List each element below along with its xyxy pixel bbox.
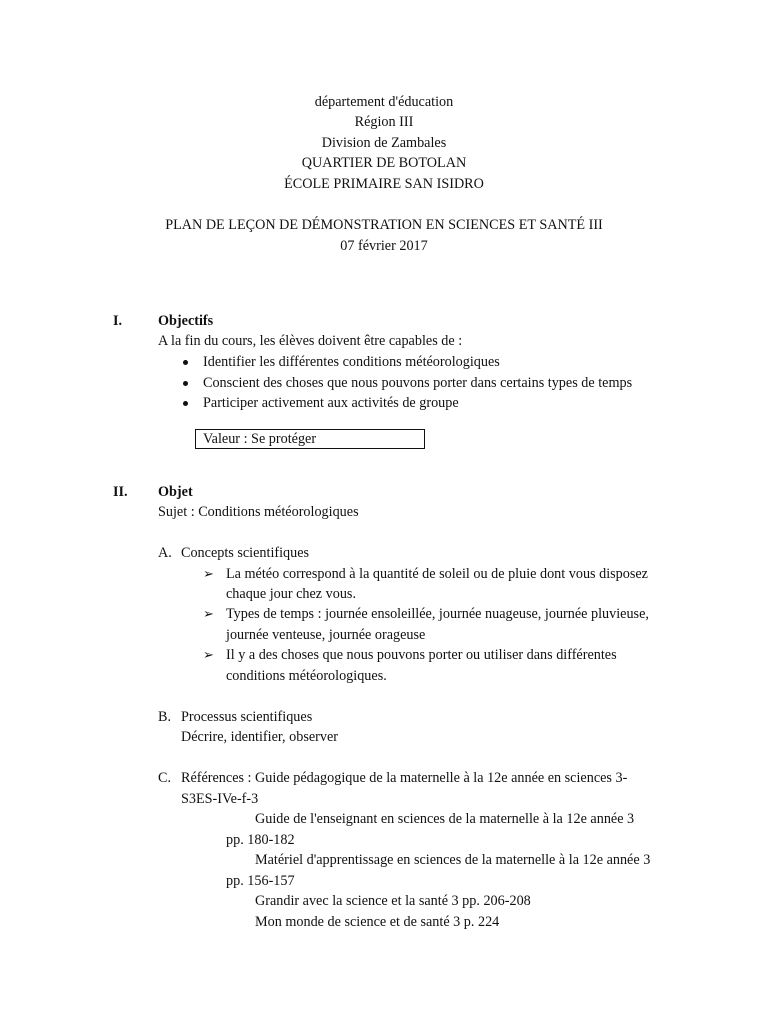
concept-item-line: Il y a des choses que nous pouvons porter ou utiliser dans différentes [226, 647, 617, 663]
bullet-icon [183, 401, 188, 406]
concept-item-line: Types de temps : journée ensoleillée, journée nuageuse, journée pluvieuse, [226, 606, 649, 622]
objective-item: Conscient des choses que nous pouvons porter dans certains types de temps [203, 375, 633, 391]
section-2-numeral: II. [113, 484, 128, 500]
subsection-b-title: Processus scientifiques [181, 709, 313, 725]
subsection-a-title: Concepts scientifiques [181, 545, 310, 561]
value-text: Valeur : Se protéger [203, 431, 317, 447]
concept-item-line: chaque jour chez vous. [226, 586, 357, 602]
section-1-heading: Objectifs [158, 313, 214, 329]
concept-item-line: conditions météorologiques. [226, 668, 387, 684]
section-2-heading: Objet [158, 484, 193, 500]
header-school: ÉCOLE PRIMAIRE SAN ISIDRO [284, 176, 484, 192]
lesson-plan-title: PLAN DE LEÇON DE DÉMONSTRATION EN SCIENCES ET SANTÉ III [165, 217, 603, 233]
arrow-bullet-icon: ➢ [203, 566, 214, 581]
bullet-icon [183, 381, 188, 386]
objective-item: Identifier les différentes conditions météorologiques [203, 354, 500, 370]
value-box [195, 429, 425, 449]
science-processes: Décrire, identifier, observer [181, 729, 338, 745]
section-1-numeral: I. [113, 313, 123, 329]
references-line: Grandir avec la science et la santé 3 pp. 206-208 [255, 893, 531, 909]
header-district: QUARTIER DE BOTOLAN [301, 155, 467, 171]
subsection-a-letter: A. [158, 545, 172, 561]
references-line: pp. 156-157 [226, 873, 295, 889]
references-line: pp. 180-182 [226, 832, 295, 848]
subsection-b-letter: B. [158, 709, 172, 725]
lesson-plan-date: 07 février 2017 [340, 238, 428, 254]
header-department: département d'éducation [314, 94, 454, 110]
concept-item-line: journée venteuse, journée orageuse [226, 627, 426, 643]
subject-line: Sujet : Conditions météorologiques [158, 504, 359, 520]
subsection-c-letter: C. [158, 770, 172, 786]
objectives-intro: A la fin du cours, les élèves doivent être capables de : [158, 333, 463, 349]
references-line: Références : Guide pédagogique de la maternelle à la 12e année en sciences 3- [181, 770, 628, 786]
objective-item: Participer activement aux activités de groupe [203, 395, 459, 411]
header-division: Division de Zambales [321, 135, 447, 151]
arrow-bullet-icon: ➢ [203, 647, 214, 662]
bullet-icon [183, 360, 188, 365]
arrow-bullet-icon: ➢ [203, 606, 214, 621]
references-line: Matériel d'apprentissage en sciences de la maternelle à la 12e année 3 [255, 852, 651, 868]
references-line: S3ES-IVe-f-3 [181, 791, 259, 807]
references-line: Guide de l'enseignant en sciences de la maternelle à la 12e année 3 [255, 811, 635, 827]
header-region: Région III [354, 114, 414, 130]
concept-item-line: La météo correspond à la quantité de soleil ou de pluie dont vous disposez [226, 566, 648, 582]
references-line: Mon monde de science et de santé 3 p. 224 [255, 914, 500, 930]
